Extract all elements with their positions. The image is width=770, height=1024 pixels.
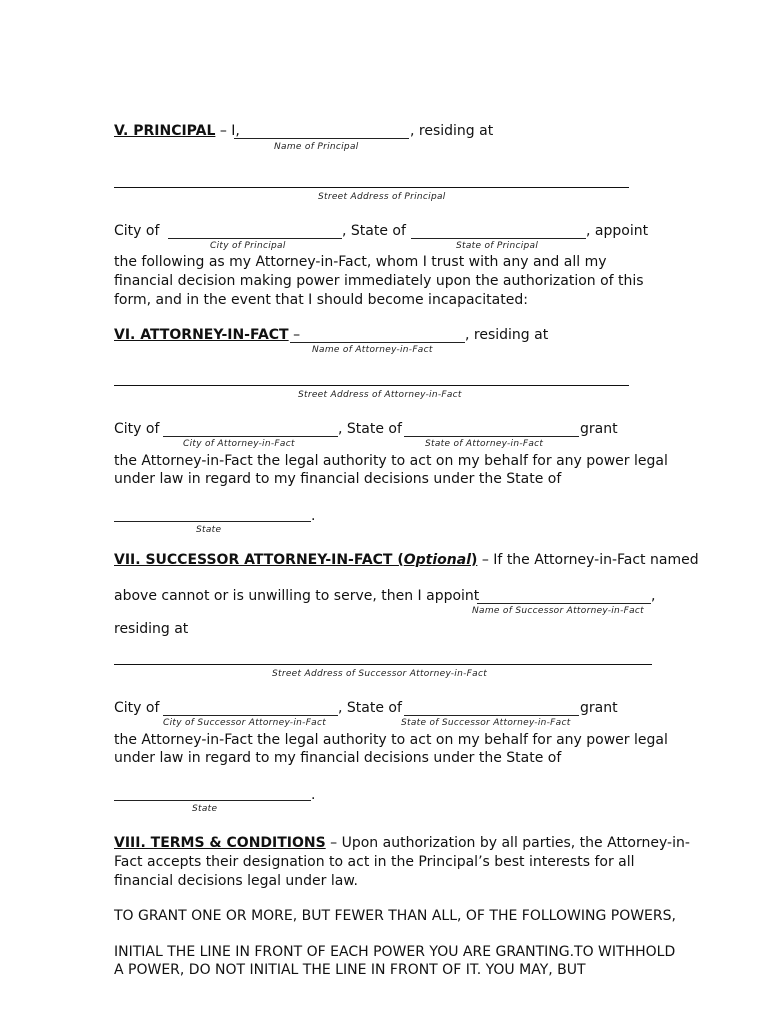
attorney-street-caption: Street Address of Attorney-in-Fact bbox=[298, 390, 462, 400]
principal-para-line: the following as my Attorney-in-Fact, whom I trust with any and all my bbox=[114, 254, 607, 270]
successor-street-caption: Street Address of Successor Attorney-in-Fact bbox=[272, 669, 488, 679]
successor-comma: , bbox=[651, 588, 656, 604]
attorney-city-of: City of bbox=[114, 421, 160, 437]
principal-state-of: , State of bbox=[342, 223, 406, 239]
successor-city-caption: City of Successor Attorney-in-Fact bbox=[163, 718, 327, 728]
successor-name-caption: Name of Successor Attorney-in-Fact bbox=[472, 606, 644, 616]
principal-street-field[interactable] bbox=[114, 187, 629, 188]
principal-para-line: financial decision making power immediately upon the authorization of this bbox=[114, 273, 644, 289]
successor-state-field-2[interactable] bbox=[114, 800, 311, 801]
successor-heading-line bbox=[114, 551, 699, 569]
terms-line: Fact accepts their designation to act in the Principal’s best interests for all bbox=[114, 854, 635, 870]
section-v-heading: V. PRINCIPAL bbox=[114, 123, 216, 139]
successor-line-2: above cannot or is unwilling to serve, then I appoint bbox=[114, 588, 480, 604]
principal-state-caption: State of Principal bbox=[456, 241, 539, 251]
attorney-name-field[interactable] bbox=[290, 342, 465, 343]
attorney-heading-line bbox=[114, 326, 300, 344]
attorney-state-of: , State of bbox=[338, 421, 402, 437]
successor-grant: grant bbox=[580, 700, 618, 716]
terms-intro: – Upon authorization by all parties, the Attorney-in- bbox=[325, 835, 690, 851]
successor-state-caption: State of Successor Attorney-in-Fact bbox=[401, 718, 571, 728]
attorney-name-caption: Name of Attorney-in-Fact bbox=[312, 345, 433, 355]
successor-city-of: City of bbox=[114, 700, 160, 716]
successor-name-field[interactable] bbox=[477, 603, 651, 604]
attorney-state-field[interactable] bbox=[404, 436, 579, 437]
successor-para-line: the Attorney-in-Fact the legal authority to act on my behalf for any power legal bbox=[114, 732, 668, 748]
successor-state-of: , State of bbox=[338, 700, 402, 716]
principal-residing-at: , residing at bbox=[410, 123, 494, 139]
successor-para-line: under law in regard to my financial decisions under the State of bbox=[114, 750, 562, 766]
principal-name-field[interactable] bbox=[234, 138, 409, 139]
attorney-dash: – bbox=[288, 327, 301, 343]
successor-state-caption-2: State bbox=[192, 804, 218, 814]
attorney-street-field[interactable] bbox=[114, 385, 629, 386]
terms-initial-line: INITIAL THE LINE IN FRONT OF EACH POWER YOU ARE GRANTING.TO WITHHOLD bbox=[114, 944, 676, 960]
attorney-state-caption: State of Attorney-in-Fact bbox=[425, 439, 544, 449]
principal-city-field[interactable] bbox=[168, 238, 342, 239]
successor-city-field[interactable] bbox=[163, 715, 338, 716]
successor-period: . bbox=[311, 787, 316, 803]
principal-name-caption: Name of Principal bbox=[274, 142, 359, 152]
optional-label: Optional bbox=[403, 552, 471, 568]
section-vi-heading: VI. ATTORNEY-IN-FACT bbox=[114, 327, 289, 343]
attorney-period: . bbox=[311, 508, 316, 524]
principal-city-of: City of bbox=[114, 223, 160, 239]
principal-state-field[interactable] bbox=[411, 238, 586, 239]
attorney-state-field-2[interactable] bbox=[114, 521, 311, 522]
attorney-city-caption: City of Attorney-in-Fact bbox=[183, 439, 295, 449]
successor-state-field[interactable] bbox=[404, 715, 579, 716]
attorney-residing-at: , residing at bbox=[465, 327, 549, 343]
section-viii-heading: VIII. TERMS & CONDITIONS bbox=[114, 835, 326, 851]
section-vii-heading: VII. SUCCESSOR ATTORNEY-IN-FACT ( bbox=[114, 552, 404, 568]
attorney-city-field[interactable] bbox=[163, 436, 338, 437]
section-vii-heading-close: ) bbox=[471, 552, 478, 568]
principal-street-caption: Street Address of Principal bbox=[318, 192, 446, 202]
attorney-para-line: under law in regard to my financial decisions under the State of bbox=[114, 471, 562, 487]
principal-appoint: , appoint bbox=[586, 223, 649, 239]
terms-initial-line: A POWER, DO NOT INITIAL THE LINE IN FRONT OF IT. YOU MAY, BUT bbox=[114, 962, 586, 978]
principal-heading-line bbox=[114, 122, 240, 140]
successor-intro: – If the Attorney-in-Fact named bbox=[477, 552, 699, 568]
successor-street-field[interactable] bbox=[114, 664, 652, 665]
attorney-state-caption-2: State bbox=[196, 525, 222, 535]
attorney-grant: grant bbox=[580, 421, 618, 437]
principal-city-caption: City of Principal bbox=[210, 241, 286, 251]
principal-dash-i: – I, bbox=[215, 123, 240, 139]
terms-line: financial decisions legal under law. bbox=[114, 873, 358, 889]
principal-para-line: form, and in the event that I should become incapacitated: bbox=[114, 292, 528, 308]
terms-heading-line bbox=[114, 834, 690, 852]
terms-grant-line: TO GRANT ONE OR MORE, BUT FEWER THAN ALL, OF THE FOLLOWING POWERS, bbox=[114, 908, 676, 924]
attorney-para-line: the Attorney-in-Fact the legal authority to act on my behalf for any power legal bbox=[114, 453, 668, 469]
successor-residing-at: residing at bbox=[114, 621, 189, 637]
